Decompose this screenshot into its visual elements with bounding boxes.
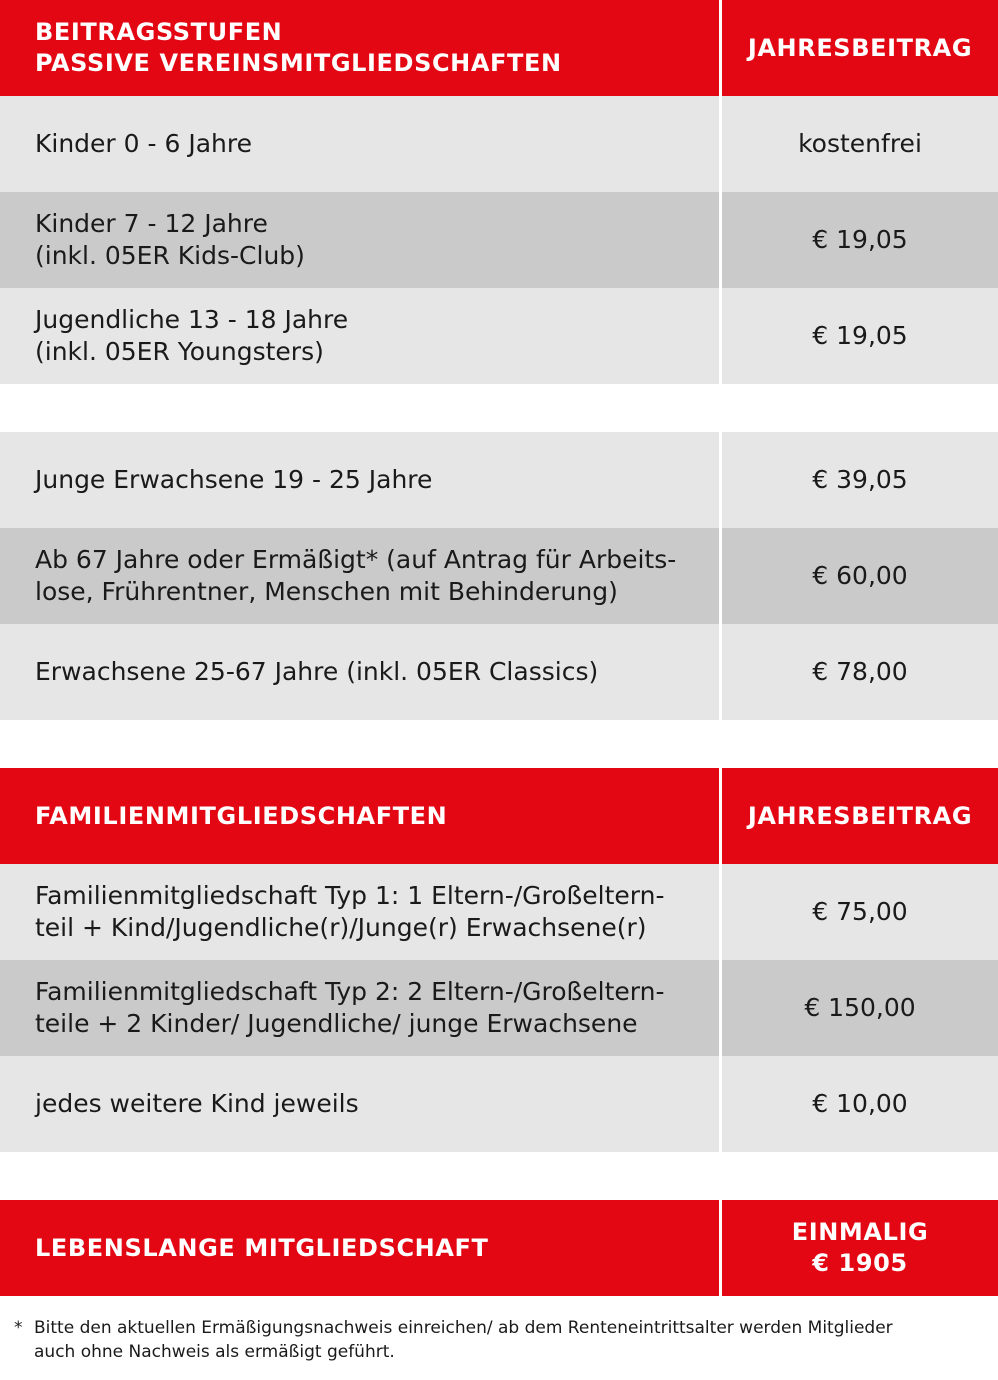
row-label: Kinder 0 - 6 Jahre: [35, 129, 252, 158]
family-header-title: FAMILIENMITGLIEDSCHAFTEN: [35, 801, 448, 830]
row-label: jedes weitere Kind jeweils: [35, 1089, 359, 1118]
row-fee: kostenfrei: [798, 129, 922, 158]
row-label: Jugendliche 13 - 18 Jahre: [35, 305, 349, 334]
table-row: [0, 960, 998, 1056]
family-header-fee: JAHRESBEITRAG: [747, 801, 973, 830]
row-label-cell: [0, 432, 719, 528]
table-row: [0, 96, 998, 192]
family-header-title-cell: [0, 768, 719, 864]
row-label-line2: teile + 2 Kinder/ Jugendliche/ junge Erwachsene: [35, 1009, 638, 1038]
row-fee-cell: [722, 288, 998, 384]
row-fee: € 10,00: [812, 1089, 908, 1118]
table-row: [0, 192, 998, 288]
footnote-marker: *: [14, 1318, 23, 1338]
family-header-fee-cell: [722, 768, 998, 864]
row-fee: € 19,05: [812, 321, 908, 350]
row-fee-cell: [722, 192, 998, 288]
lifetime-fee-cell: [722, 1200, 998, 1296]
row-label: Ab 67 Jahre oder Ermäßigt* (auf Antrag für Arbeits-: [35, 545, 677, 574]
row-label: Erwachsene 25-67 Jahre (inkl. 05ER Classics): [35, 657, 599, 686]
row-label: Junge Erwachsene 19 - 25 Jahre: [35, 465, 433, 494]
row-fee-cell: [722, 960, 998, 1056]
row-fee: € 39,05: [812, 465, 908, 494]
footnote: [14, 1316, 914, 1364]
row-fee-cell: [722, 96, 998, 192]
row-fee: € 78,00: [812, 657, 908, 686]
table-row: [0, 1056, 998, 1152]
row-fee-cell: [722, 432, 998, 528]
passive-header-fee-cell: [722, 0, 998, 96]
lifetime-row: [0, 1200, 998, 1296]
row-fee-cell: [722, 1056, 998, 1152]
row-label-cell: [0, 1056, 719, 1152]
row-label-cell: [0, 192, 719, 288]
row-fee: € 75,00: [812, 897, 908, 926]
row-fee-cell: [722, 864, 998, 960]
row-label-cell: [0, 624, 719, 720]
row-fee: € 19,05: [812, 225, 908, 254]
table-row: [0, 864, 998, 960]
row-label: Familienmitgliedschaft Typ 2: 2 Eltern-/Großeltern-: [35, 977, 665, 1006]
row-label-cell: [0, 528, 719, 624]
row-label-cell: [0, 96, 719, 192]
row-label: Familienmitgliedschaft Typ 1: 1 Eltern-/Großeltern-: [35, 881, 665, 910]
footnote-text: Bitte den aktuellen Ermäßigungsnachweis einreichen/ ab dem Renteneintrittsalter werden Mitglieder auch ohne Nachweis als ermäßigt geführt.: [34, 1318, 893, 1362]
family-header-row: [0, 768, 998, 864]
passive-header-title: [0, 0, 719, 96]
row-fee-cell: [722, 624, 998, 720]
lifetime-title-cell: [0, 1200, 719, 1296]
row-fee-cell: [722, 528, 998, 624]
lifetime-fee-line1: EINMALIG: [791, 1218, 929, 1246]
passive-header-fee: JAHRESBEITRAG: [747, 33, 973, 62]
table-row: [0, 624, 998, 720]
row-fee: € 150,00: [804, 993, 916, 1022]
row-label-cell: [0, 960, 719, 1056]
row-fee: € 60,00: [812, 561, 908, 590]
row-label-cell: [0, 864, 719, 960]
table-row: [0, 432, 998, 528]
row-label-cell: [0, 288, 719, 384]
row-label-line2: lose, Frührentner, Menschen mit Behinderung): [35, 577, 618, 606]
table-row: [0, 288, 998, 384]
lifetime-title: LEBENSLANGE MITGLIEDSCHAFT: [35, 1233, 489, 1262]
lifetime-fee-line2: € 1905: [812, 1249, 908, 1277]
passive-header-row: [0, 0, 998, 96]
row-label-line2: (inkl. 05ER Youngsters): [35, 337, 324, 366]
passive-header-line1: BEITRAGSSTUFEN: [35, 18, 283, 46]
table-row: [0, 528, 998, 624]
row-label-line2: teil + Kind/Jugendliche(r)/Junge(r) Erwachsene(r): [35, 913, 647, 942]
passive-header-line2: PASSIVE VEREINSMITGLIEDSCHAFTEN: [35, 49, 562, 77]
row-label: Kinder 7 - 12 Jahre: [35, 209, 268, 238]
row-label-line2: (inkl. 05ER Kids-Club): [35, 241, 305, 270]
